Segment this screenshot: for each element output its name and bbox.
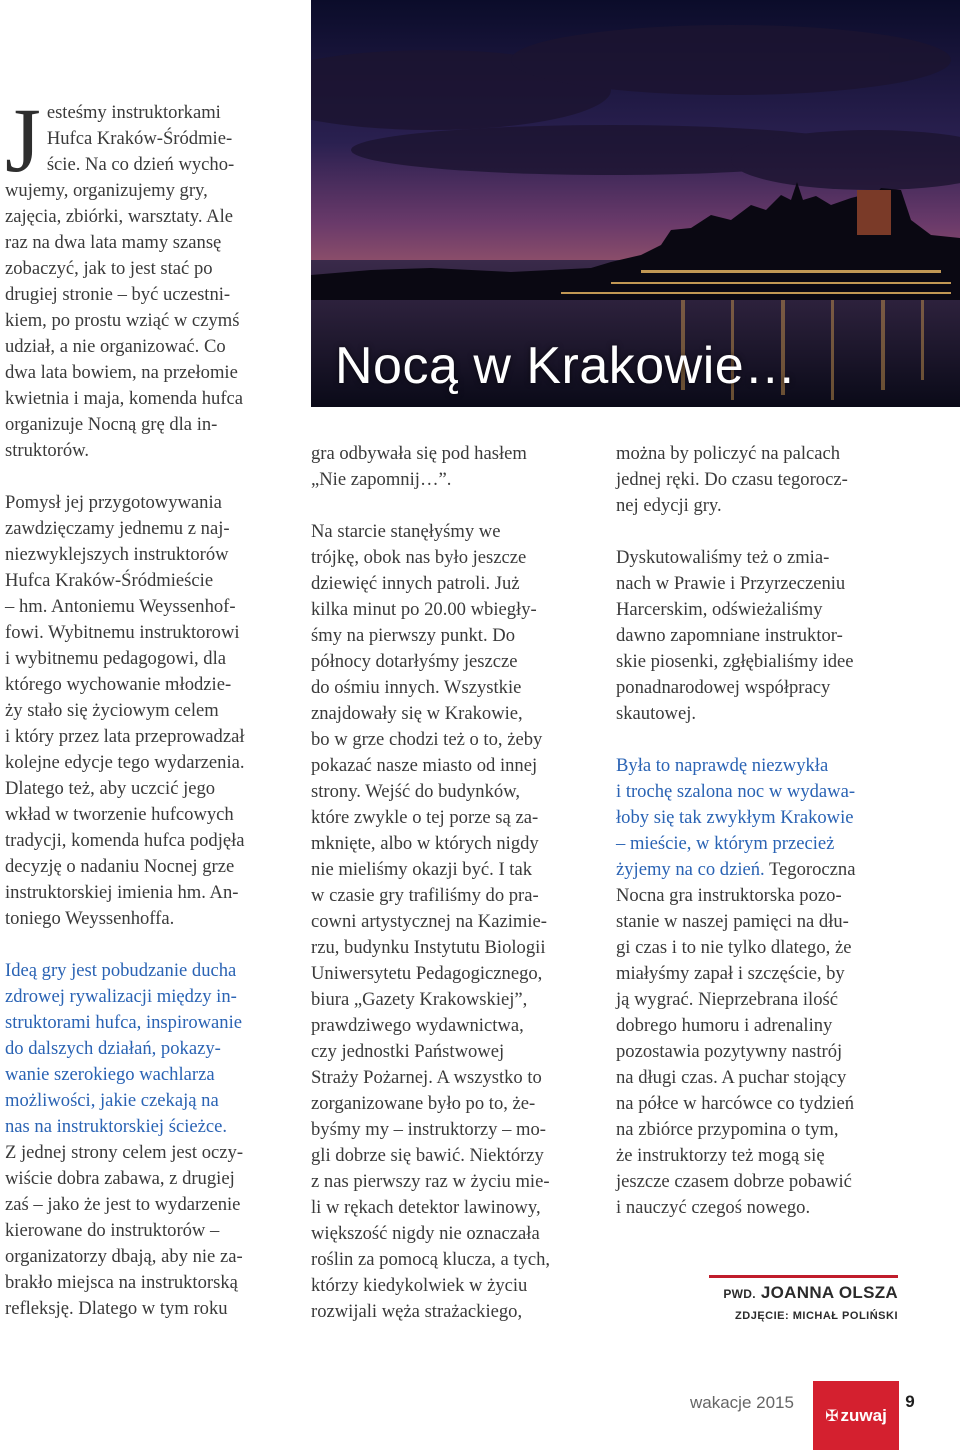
- highlighted-text: Ideą gry jest pobudzanie ducha zdrowej rywalizacji między in- struktorami hufca, inspirowanie do dalszych działań, pokazy- wanie szerokiego wachlarza możliwości, jakie czekają na nas na instruktorskiej ścieżce.: [5, 960, 243, 1137]
- paragraph-founder: Pomysł jej przygotowywania zawdzięczamy jednemu z naj- niezwyklejszych instruktorów Hufca Kraków-Śródmieście – hm. Antoniemu Weyssenhof- fowi. Wybitnemu instruktorowi i wybitnemu pedagogowi, dla którego wychowanie młodzie- ży stało się życiowym celem i który przez lata przeprowadzał kolejne edycje tego wydarzenia. Dlatego też, aby uczcić jego wkład w tworzenie hufcowych tradycji, komenda hufca podjęła decyzję o nadaniu Nocnej grze instruktorskiej imienia hm. An- toniego Weyssenhoffa.: [5, 492, 245, 929]
- paragraph-text: Z jednej strony celem jest oczy- wiście dobra zabawa, z drugiej zaś – jako że jest to wydarzenie kierowane do instruktorów – organizatorzy dbają, aby nie za- brakło miejsca na instruktorską refleksję. Dlatego w tym roku: [5, 1142, 244, 1319]
- highlighted-text: Była to naprawdę niezwykła i trochę szalona noc w wydawa- łoby się tak zwykłym Krakowie – mieście, w którym przecież żyjemy na co dzień.: [616, 755, 856, 880]
- drop-cap: J: [5, 89, 41, 191]
- krakow-night-photo: [311, 0, 960, 407]
- paragraph-game-story: Na starcie stanęłyśmy we trójkę, obok nas było jeszcze dziewięć innych patroli. Już kilka minut po 20.00 wbiegły- śmy na pierwszy punkt. Do północy dotarłyśmy jeszcze do ośmiu innych. Wszystkie znajdowały się w Krakowie, bo w grze chodzi też o to, żeby pokazać nasze miasto od innej strony. Wejść do budynków, które zwykle o tej porze są za- mknięte, albo w których nigdy nie mieliśmy okazji być. I tak w czasie gry trafiliśmy do pra- cowni artystycznej na Kazimie- rzu, budynku Instytutu Biologii Uniwersytetu Pedagogicznego, biura „Gazety Krakowskiej”, prawdziwego wydawnictwa, czy jednostki Państwowej Straży Pożarnej. A wszystko to zorganizowane było po to, że- byśmy my – instruktorzy – mo- gli dobrze się bawić. Niektórzy z nas pierwszy raz w życiu mie- li w rękach detektor lawinowy, większość nigdy nie oznaczała roślin za pomocą klucza, a tych, którzy kiedykolwiek w życiu rozwijali węża strażackiego,: [311, 521, 551, 1322]
- paragraph-hand-count: można by policzyć na palcach jednej ręki. Do czasu tegorocz- nej edycji gry.: [616, 443, 848, 516]
- brand-name: zuwaj: [840, 1405, 887, 1425]
- magazine-logo: [813, 1381, 899, 1450]
- page-number: 9: [905, 1392, 915, 1411]
- author-rank: PWD.: [723, 1287, 756, 1301]
- paragraph-intro: esteśmy instruktorkami Hufca Kraków-Śródmie- ście. Na co dzień wycho- wujemy, organizujemy gry, zajęcia, zbiórki, warsztaty. Ale raz na dwa lata mamy szansę zobaczyć, jak to jest stać po drugiej stronie – być uczestni- kiem, po prostu wziąć w czymś udział, a nie organizować. Co dwa lata bowiem, na przełomie kwietnia i maja, komenda hufca organizuje Nocną grę dla in- struktorów.: [5, 102, 244, 461]
- paragraph-idea: [5, 958, 305, 1322]
- paragraph-text: Tegoroczna Nocna gra instruktorska pozo- stanie w naszej pamięci na dłu- gi czas i to nie tylko dlatego, że miałyśmy zapał i szczęście, by ją wygrać. Nieprzebrana ilość dobrego humoru i adrenaliny pozostawia pozytywny nastrój na długi czas. A puchar stojący na półce w harcówce co tydzień na zbiórce przypomina o tym, że instruktorzy też mogą się jeszcze czasem dobrze pobawić i nauczyć czegoś nowego.: [616, 859, 856, 1218]
- photo-credit: ZDJĘCIE: MICHAŁ POLIŃSKI: [735, 1310, 898, 1322]
- scout-cross-icon: ✠: [825, 1407, 839, 1425]
- article-column-1: [5, 89, 305, 1322]
- article-column-3: [616, 441, 916, 1221]
- article-column-2: [311, 441, 601, 1325]
- issue-label: wakacje 2015: [690, 1393, 794, 1412]
- author-name: JOANNA OLSZA: [760, 1283, 898, 1302]
- paragraph-conclusion: [616, 753, 916, 1221]
- article-title: Nocą w Krakowie…: [335, 337, 797, 395]
- paragraph-discussion: Dyskutowaliśmy też o zmia- nach w Prawie i Przyrzeczeniu Harcerskim, odświeżaliśmy dawno zapomniane instruktor- skie piosenki, zgłębialiśmy idee ponadnarodowej współpracy skautowej.: [616, 547, 854, 724]
- byline-divider: [709, 1275, 898, 1278]
- paragraph-motto: gra odbywała się pod hasłem „Nie zapomnij…”.: [311, 443, 527, 490]
- author-byline: [709, 1283, 898, 1303]
